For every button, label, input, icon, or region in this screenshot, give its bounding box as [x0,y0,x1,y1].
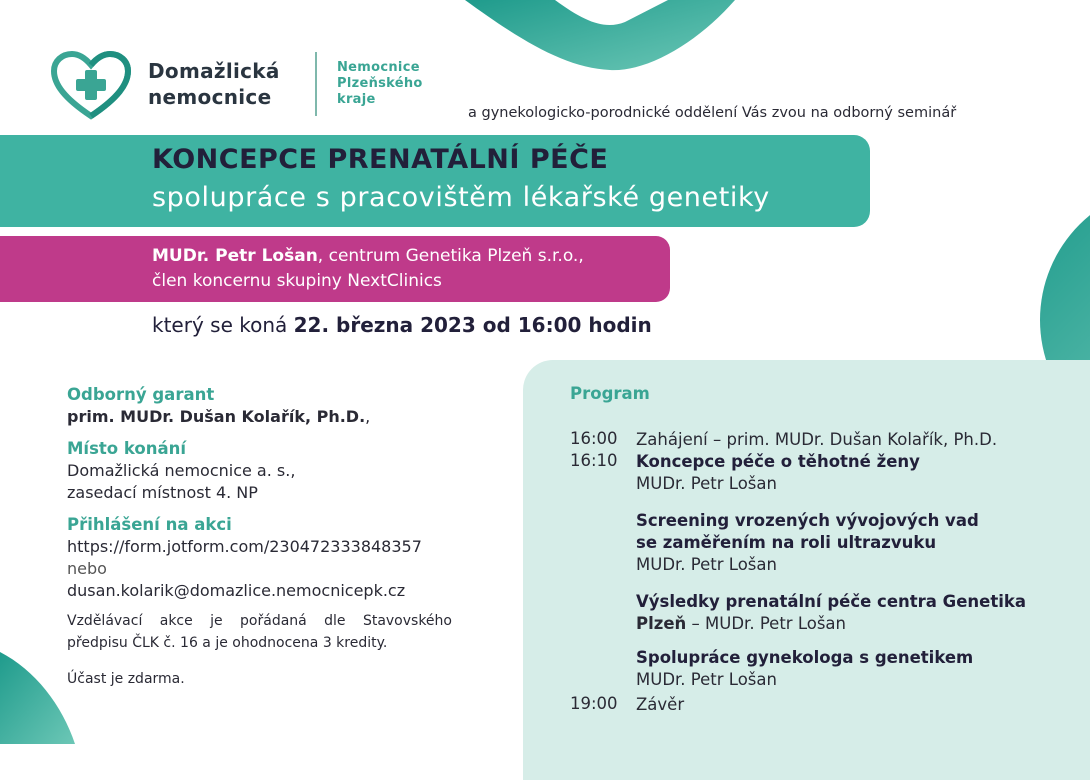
program-item-4-title-1: Výsledky prenatální péče centra Genetika [636,592,1026,611]
program-time-3: 19:00 [570,694,618,713]
program-item-2-speaker: MUDr. Petr Lošan [636,474,777,493]
logo-sub-line3: kraje [337,92,376,107]
program-item-5-title: Spolupráce gynekologa s genetikem [636,648,974,667]
program-item-3-title-2: se zaměřením na roli ultrazvuku [636,533,937,552]
logo-name-line2: nemocnice [148,85,272,109]
signup-or: nebo [67,559,107,578]
garant-value: prim. MUDr. Dušan Kolařík, Ph.D. [67,407,366,426]
info-column [67,384,452,690]
speaker-line1 [152,246,584,266]
speaker-name: MUDr. Petr Lošan [152,246,318,266]
logo-name-line1: Domažlická [148,59,280,83]
program-heading: Program [570,384,650,403]
intro-text: a gynekologicko-porodnické oddělení Vás zvou na odborný seminář [468,105,957,121]
program-item-4-title-2: Plzeň [636,614,687,633]
logo-name [148,58,280,110]
logo-sub-line1: Nemocnice [337,60,420,75]
free-entry-note: Účast je zdarma. [67,671,185,687]
program-time-2: 16:10 [570,451,618,470]
logo-sub-line2: Plzeňského [337,76,423,91]
garant-line [67,406,452,428]
program-item-3-title-1: Screening vrozených vývojových vad [636,511,979,530]
event-datetime: 22. března 2023 od 16:00 hodin [293,313,652,337]
program-item-3-speaker: MUDr. Petr Lošan [636,555,777,574]
program-item-4-line2 [636,613,846,635]
heart-plus-icon [50,50,132,122]
place-label: Místo konání [67,439,187,458]
logo-separator [315,52,317,116]
accreditation-note: Vzdělávací akce je pořádaná dle Stavovského předpisu ČLK č. 16 a je ohodnocena 3 kredity. [67,613,452,651]
garant-comma: , [365,407,371,426]
signup-label: Přihlášení na akci [67,515,232,534]
event-subtitle: spolupráce s pracovištěm lékařské genetiky [152,182,770,213]
program-panel [523,360,1090,780]
signup-url-link[interactable]: https://form.jotform.com/230472333848357 [67,537,422,556]
event-date-prefix: který se koná [152,313,294,337]
signup-email-link[interactable]: dusan.kolarik@domazlice.nemocnicepk.cz [67,581,406,600]
program-item-2-title: Koncepce péče o těhotné ženy [636,452,920,471]
program-item-4-speaker: – MUDr. Petr Lošan [686,614,846,633]
event-date-line [152,313,652,337]
program-item-closing: Závěr [636,695,685,714]
speaker-line2: člen koncernu skupiny NextClinics [152,271,442,291]
top-swoosh-shape [465,0,735,70]
place-line1: Domažlická nemocnice a. s., [67,461,296,480]
program-item-opening: Zahájení – prim. MUDr. Dušan Kolařík, Ph.D. [636,430,998,449]
event-title: KONCEPCE PRENATÁLNÍ PÉČE [152,144,609,175]
place-line2: zasedací místnost 4. NP [67,483,258,502]
bottom-left-swoosh-shape [0,652,75,744]
program-item-5-speaker: MUDr. Petr Lošan [636,670,777,689]
logo-subtitle [337,60,423,108]
program-time-1: 16:00 [570,429,618,448]
speaker-affiliation: , centrum Genetika Plzeň s.r.o., [317,246,584,266]
garant-label: Odborný garant [67,385,215,404]
